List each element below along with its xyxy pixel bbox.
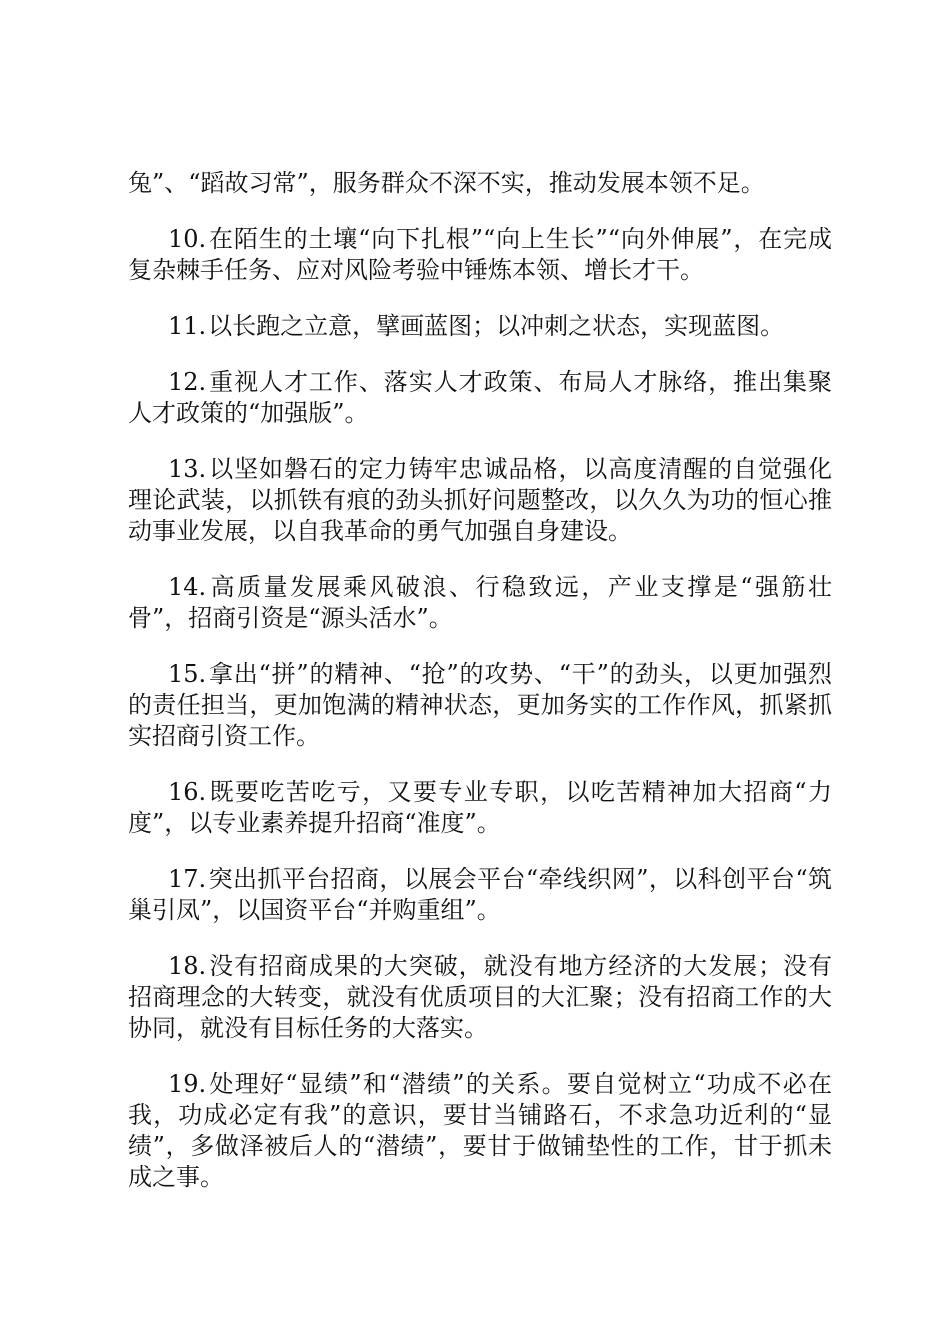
paragraph-number: 11. (168, 312, 207, 340)
paragraph-number: 19. (168, 1070, 207, 1098)
paragraph-text: 以坚如磐石的定力铸牢忠诚品格，以高度清醒的自觉强化理论武装，以抓铁有痕的劲头抓好问题整改，以久久为功的恒心推动事业发展，以自我革命的勇气加强自身建设。 (128, 455, 832, 545)
paragraph-text: 在陌生的土壤“向下扎根”“向上生长”“向外伸展”，在完成复杂棘手任务、应对风险考验中锤炼本领、增长才干。 (128, 225, 832, 284)
paragraph-17 (128, 864, 832, 926)
paragraph-text: 突出抓平台招商，以展会平台“牵线织网”，以科创平台“筑巢引凤”，以国资平台“并购重组”。 (128, 865, 832, 924)
paragraph-16 (128, 777, 832, 839)
paragraph-text: 既要吃苦吃亏，又要专业专职，以吃苦精神加大招商“力度”，以专业素养提升招商“准度”。 (128, 778, 832, 837)
paragraph-14 (128, 572, 832, 634)
paragraph-text: 没有招商成果的大突破，就没有地方经济的大发展；没有招商理念的大转变，就没有优质项目的大汇聚；没有招商工作的大协同，就没有目标任务的大落实。 (128, 952, 832, 1042)
paragraph-11 (128, 311, 832, 342)
paragraph-text: 兔”、“蹈故习常”，服务群众不深不实，推动发展本领不足。 (128, 169, 765, 197)
paragraph-18 (128, 951, 832, 1044)
paragraph-text: 以长跑之立意，擘画蓝图；以冲刺之状态，实现蓝图。 (208, 312, 785, 340)
paragraph-10 (128, 224, 832, 286)
paragraph-19 (128, 1069, 832, 1193)
paragraph-text: 高质量发展乘风破浪、行稳致远，产业支撑是“强筋壮骨”，招商引资是“源头活水”。 (128, 573, 832, 632)
paragraph-text: 重视人才工作、落实人才政策、布局人才脉络，推出集聚人才政策的“加强版”。 (128, 368, 832, 427)
paragraph-number: 12. (168, 368, 207, 396)
paragraph-12 (128, 367, 832, 429)
paragraph-continued (128, 168, 832, 199)
paragraph-13 (128, 454, 832, 547)
paragraph-15 (128, 659, 832, 752)
paragraph-number: 15. (168, 660, 207, 688)
document-page (128, 168, 832, 1218)
paragraph-number: 10. (168, 225, 207, 253)
paragraph-number: 18. (168, 952, 207, 980)
paragraph-number: 17. (168, 865, 207, 893)
paragraph-number: 16. (168, 778, 207, 806)
paragraph-number: 13. (168, 455, 207, 483)
paragraph-number: 14. (168, 573, 207, 601)
paragraph-text: 拿出“拼”的精神、“抢”的攻势、“干”的劲头，以更加强烈的责任担当，更加饱满的精神状态，更加务实的工作作风，抓紧抓实招商引资工作。 (128, 660, 832, 750)
paragraph-text: 处理好“显绩”和“潜绩”的关系。要自觉树立“功成不必在我，功成必定有我”的意识，要甘当铺路石，不求急功近利的“显绩”，多做泽被后人的“潜绩”，要甘于做铺垫性的工作，甘于抓未成之事。 (128, 1070, 832, 1191)
